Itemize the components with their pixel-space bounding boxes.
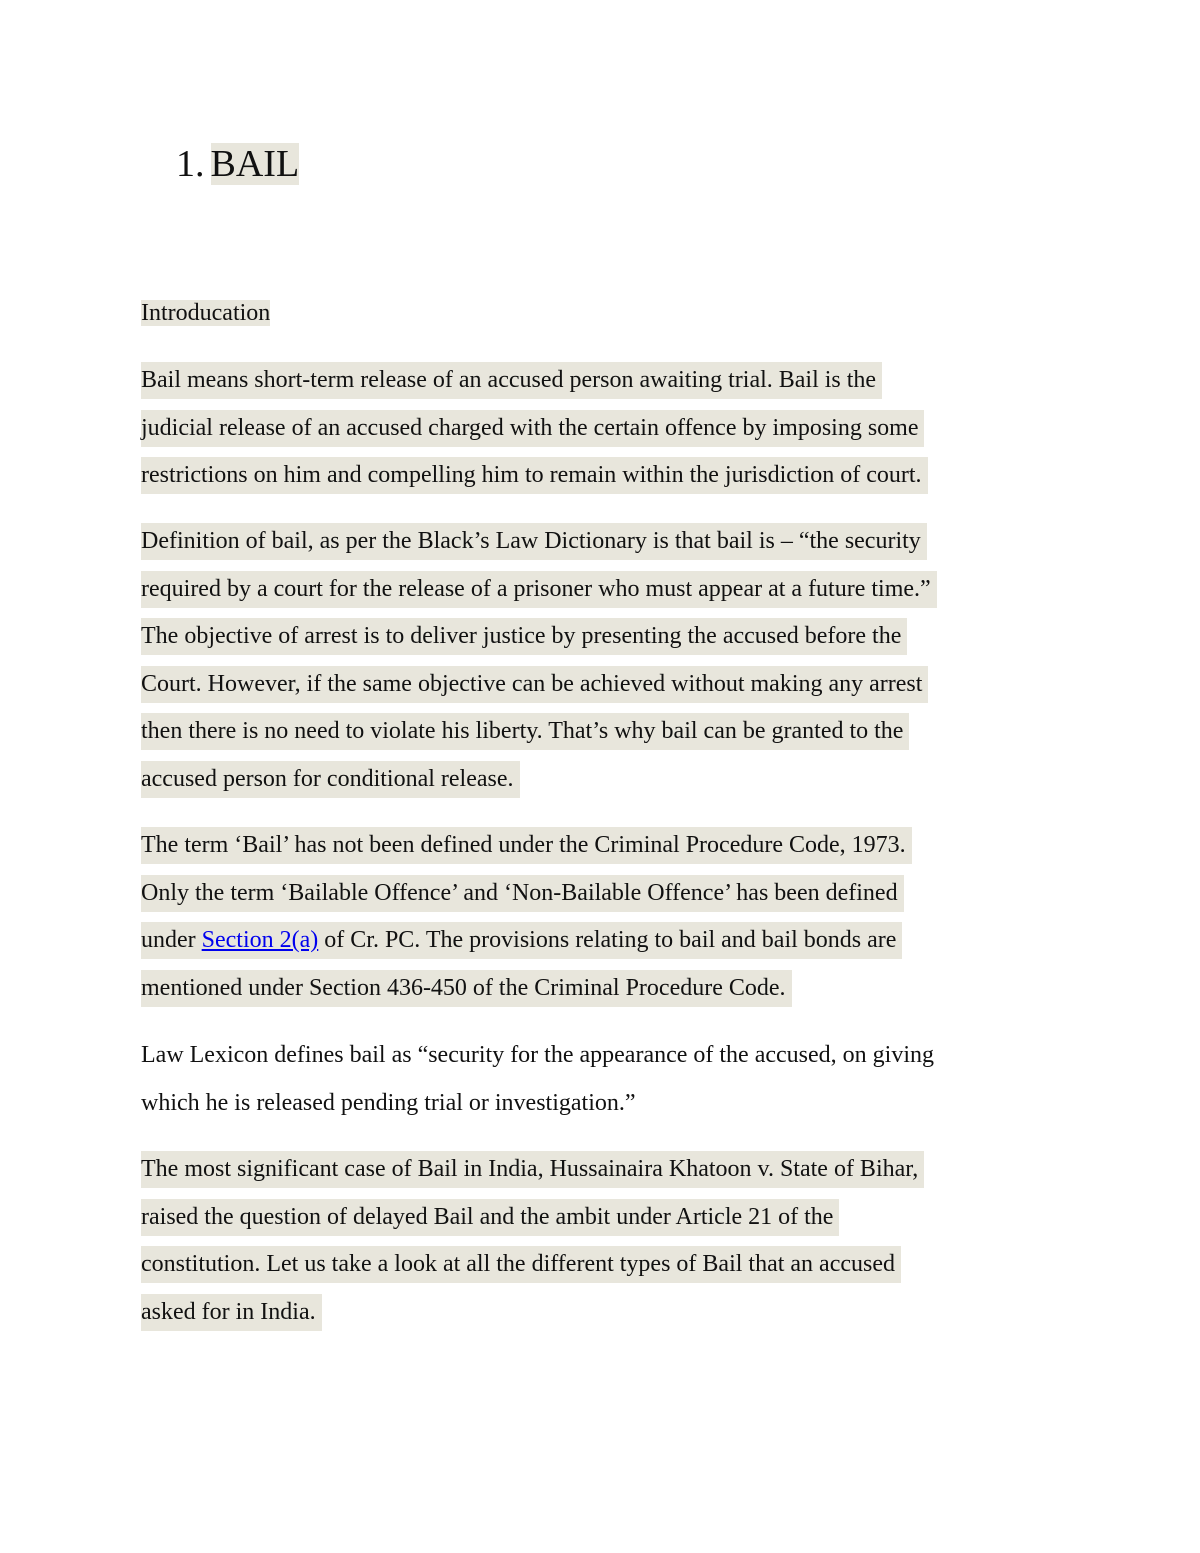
paragraph-line bbox=[141, 661, 1061, 709]
paragraph-line bbox=[141, 822, 1061, 870]
line-text: raised the question of delayed Bail and the ambit under Article 21 of the bbox=[141, 1199, 839, 1236]
line-text-before-link: under bbox=[141, 927, 202, 953]
line-text: asked for in India. bbox=[141, 1294, 322, 1331]
paragraph-line bbox=[141, 965, 1061, 1013]
paragraph-line bbox=[141, 708, 1061, 756]
paragraph-line bbox=[141, 917, 1061, 965]
line-text: constitution. Let us take a look at all the different types of Bail that an accused bbox=[141, 1246, 901, 1283]
paragraph-line bbox=[141, 870, 1061, 918]
line-text: then there is no need to violate his liberty. That’s why bail can be granted to the bbox=[141, 713, 909, 750]
paragraph-line bbox=[141, 357, 1061, 405]
paragraph-line bbox=[141, 613, 1061, 661]
line-text: mentioned under Section 436-450 of the Criminal Procedure Code. bbox=[141, 970, 792, 1007]
subtitle-text: Introducation bbox=[141, 300, 271, 326]
line-text: judicial release of an accused charged with the certain offence by imposing some bbox=[141, 410, 924, 447]
line-text-after-link: of Cr. PC. The provisions relating to bail and bail bonds are bbox=[318, 927, 897, 953]
paragraph-line bbox=[141, 756, 1061, 804]
line-text: The term ‘Bail’ has not been defined under the Criminal Procedure Code, 1973. bbox=[141, 827, 912, 864]
paragraph-law-lexicon bbox=[141, 1032, 1061, 1127]
paragraph-crpc bbox=[141, 822, 1061, 1012]
paragraph-line bbox=[141, 1289, 1061, 1337]
line-text: required by a court for the release of a prisoner who must appear at a future time.” bbox=[141, 571, 937, 608]
paragraph-line bbox=[141, 1146, 1061, 1194]
line-text: Only the term ‘Bailable Offence’ and ‘Non-Bailable Offence’ has been defined bbox=[141, 875, 904, 912]
line-text: The most significant case of Bail in India, Hussainaira Khatoon v. State of Bihar, bbox=[141, 1151, 924, 1188]
paragraph-bail-meaning bbox=[141, 357, 1061, 500]
paragraph-line bbox=[141, 518, 1061, 566]
line-text: restrictions on him and compelling him to remain within the jurisdiction of court. bbox=[141, 457, 928, 494]
paragraph-line bbox=[141, 1194, 1061, 1242]
line-text: which he is released pending trial or investigation.” bbox=[141, 1089, 636, 1116]
paragraph-case-law bbox=[141, 1146, 1061, 1336]
line-text: Bail means short-term release of an accused person awaiting trial. Bail is the bbox=[141, 362, 882, 399]
section-2a-link[interactable]: Section 2(a) bbox=[201, 927, 319, 953]
heading-number: 1. bbox=[176, 143, 205, 185]
heading-title: BAIL bbox=[210, 143, 300, 185]
paragraph-line bbox=[141, 566, 1061, 614]
line-text: Law Lexicon defines bail as “security for the appearance of the accused, on giving bbox=[141, 1042, 934, 1068]
line-text: The objective of arrest is to deliver justice by presenting the accused before the bbox=[141, 618, 907, 655]
paragraph-definition bbox=[141, 518, 1061, 803]
paragraph-line bbox=[141, 1241, 1061, 1289]
line-text: Definition of bail, as per the Black’s Law Dictionary is that bail is – “the security bbox=[141, 523, 927, 560]
paragraph-line bbox=[141, 1032, 1061, 1080]
paragraph-line bbox=[141, 452, 1061, 500]
line-text bbox=[141, 922, 902, 959]
subtitle bbox=[141, 296, 270, 330]
section-heading bbox=[176, 138, 299, 190]
paragraph-line bbox=[141, 405, 1061, 453]
line-text: accused person for conditional release. bbox=[141, 761, 520, 798]
paragraph-line bbox=[141, 1080, 1061, 1128]
line-text: Court. However, if the same objective can be achieved without making any arrest bbox=[141, 666, 928, 703]
